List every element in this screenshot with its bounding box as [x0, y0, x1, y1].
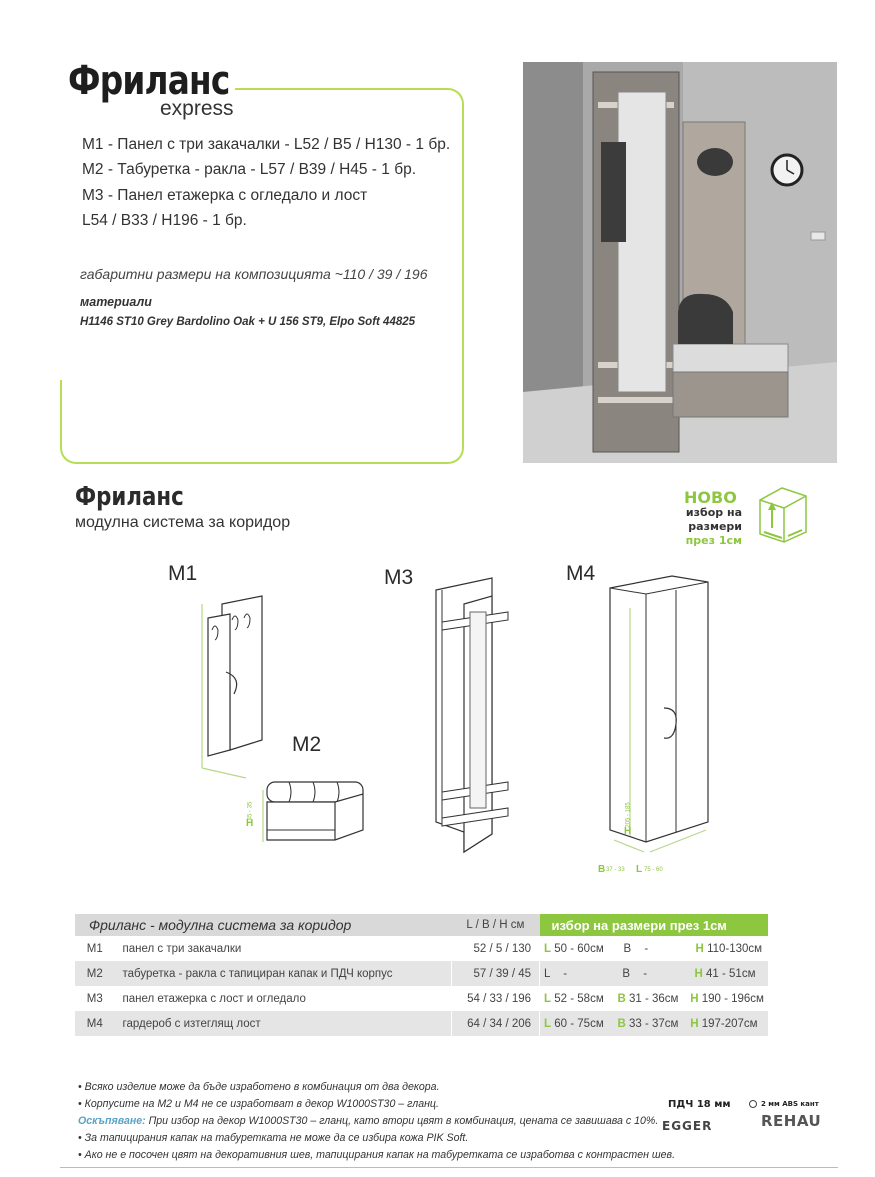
info-frame-right	[462, 106, 464, 448]
l-value: -	[563, 967, 568, 980]
h-key: H	[694, 967, 703, 980]
row-select	[540, 986, 768, 1011]
row-dims: 52 / 5 / 130	[451, 936, 539, 961]
m2-height-key: H	[246, 818, 254, 829]
cube-arrows-icon	[752, 482, 814, 551]
m2-height-range: 45 - 35	[247, 801, 254, 821]
row-dims: 54 / 33 / 196	[451, 986, 539, 1011]
m4-length-range: 75 - 60	[644, 867, 663, 873]
l-key: L	[544, 967, 551, 980]
materials-value: H1146 ST10 Grey Bardolino Oak + U 156 ST9, Elpo Soft 44825	[80, 316, 416, 328]
l-value: 52 - 58см	[554, 992, 604, 1005]
materials-label: материали	[80, 295, 152, 309]
footnote-3-label: Оскъпяване:	[78, 1115, 146, 1127]
footnote-4: • За тапицирания капак на табуретката не може да се избира кожа PIK Soft.	[78, 1132, 469, 1144]
footnote-2: • Корпусите на М2 и М4 не се изработват в декор W1000ST30 – гланц.	[78, 1098, 439, 1110]
novo-badge-line3: през 1см	[685, 534, 742, 547]
module-label-m3: M3	[384, 566, 414, 589]
abs-edge-label: 2 мм ABS кант	[761, 1100, 819, 1108]
l-key: L	[544, 942, 552, 955]
novo-badge-title: НОВО	[684, 488, 737, 507]
footnote-3	[78, 1115, 658, 1127]
b-value: 33 - 37см	[628, 1017, 679, 1030]
row-name: гардероб с изтеглящ лост	[115, 1011, 452, 1036]
table-row	[75, 961, 768, 986]
l-key: L	[544, 992, 552, 1005]
row-select	[540, 936, 768, 961]
info-frame-left	[60, 380, 80, 464]
section-title: Фриланс	[75, 482, 184, 512]
l-value: 60 - 75см	[554, 1017, 604, 1030]
module-label-m2: M2	[292, 733, 322, 756]
spec-line-m1: M1 - Панел с три закачалки - L52 / B5 / H130 - 1 бр.	[82, 136, 451, 153]
abs-dot-icon	[749, 1100, 757, 1108]
info-frame-top	[235, 88, 464, 108]
b-value: 31 - 36см	[628, 992, 679, 1005]
m4-drawing	[600, 568, 720, 873]
b-value: -	[643, 967, 648, 980]
info-frame-corner	[446, 446, 464, 464]
spec-line-m2: M2 - Табуретка - ракла - L57 / B39 / H45 - 1 бр.	[82, 161, 417, 178]
m3-drawing	[428, 572, 518, 863]
footnote-3-text: При избор на декор W1000ST30 – гланц, като втори цвят в комбинация, цената се завишава с 10%.	[145, 1115, 659, 1127]
h-value: 110-130см	[707, 942, 763, 955]
table-header-select: избор на размери през 1см	[540, 914, 768, 936]
table-row	[75, 936, 768, 961]
row-code: M1	[75, 936, 115, 961]
module-label-m1: M1	[168, 562, 198, 585]
m1-drawing	[190, 590, 280, 785]
bottom-divider	[60, 1167, 838, 1168]
rehau-logo: REHAU	[761, 1112, 822, 1130]
novo-badge-line1: избор на	[685, 506, 742, 519]
l-key: L	[544, 1017, 552, 1030]
table-header-dims: L / B / H см	[451, 914, 539, 936]
spec-line-m3: M3 - Панел етажерка с огледало и лост	[82, 187, 368, 204]
h-key: H	[695, 942, 704, 955]
row-dims: 64 / 34 / 206	[451, 1011, 539, 1036]
m4-length-key: L	[636, 864, 643, 875]
footnote-5: • Ако не е посочен цвят на декоративния шев, тапицирания капак на табуретката се изработва с контрастен шев.	[78, 1149, 676, 1161]
section-subtitle: модулна система за коридор	[75, 514, 291, 531]
brand-subtitle: express	[160, 97, 234, 120]
spec-line-m3-dims: L54 / B33 / H196 - 1 бр.	[82, 212, 247, 229]
footnote-1: • Всяко изделие може да бъде изработено в комбинация от два декора.	[78, 1081, 440, 1093]
egger-logo: EGGER	[662, 1119, 713, 1133]
b-key: B	[617, 992, 626, 1005]
row-code: M2	[75, 961, 115, 986]
pdch-label: ПДЧ 18 мм	[668, 1099, 731, 1110]
h-key: H	[690, 992, 699, 1005]
m4-depth-range: 37 - 33	[606, 867, 625, 873]
overall-dimensions: габаритни размери на композицията ~110 / 39 / 196	[80, 266, 428, 282]
row-name: табуретка - ракла с тапициран капак и ПДЧ корпус	[115, 961, 452, 986]
h-value: 197-207см	[701, 1017, 758, 1030]
table-header-row	[75, 914, 768, 936]
novo-badge-line2: размери	[688, 520, 742, 533]
table-row	[75, 986, 768, 1011]
b-key: B	[617, 1017, 626, 1030]
table-row	[75, 1011, 768, 1036]
module-label-m4: M4	[566, 562, 596, 585]
h-value: 190 - 196см	[701, 992, 764, 1005]
row-code: M3	[75, 986, 115, 1011]
b-key: B	[622, 967, 631, 980]
row-code: M4	[75, 1011, 115, 1036]
row-select	[540, 961, 768, 986]
row-name: панел с три закачалки	[115, 936, 452, 961]
h-key: H	[690, 1017, 699, 1030]
row-name: панел етажерка с лост и огледало	[115, 986, 452, 1011]
m4-height-key: H	[624, 826, 632, 837]
m4-depth-key: B	[598, 864, 606, 875]
h-value: 41 - 51см	[706, 967, 756, 980]
table-header-name: Фриланс - модулна система за коридор	[75, 914, 451, 936]
modules-table	[75, 914, 768, 1036]
brand-title: Фриланс	[68, 58, 230, 104]
b-key: B	[623, 942, 632, 955]
row-dims: 57 / 39 / 45	[451, 961, 539, 986]
row-select	[540, 1011, 768, 1036]
m4-height-range: 205 - 185	[625, 802, 632, 828]
info-frame-bottom	[78, 462, 448, 464]
b-value: -	[644, 942, 649, 955]
product-photo	[523, 62, 837, 463]
m2-drawing	[245, 760, 370, 855]
l-value: 50 - 60см	[554, 942, 604, 955]
